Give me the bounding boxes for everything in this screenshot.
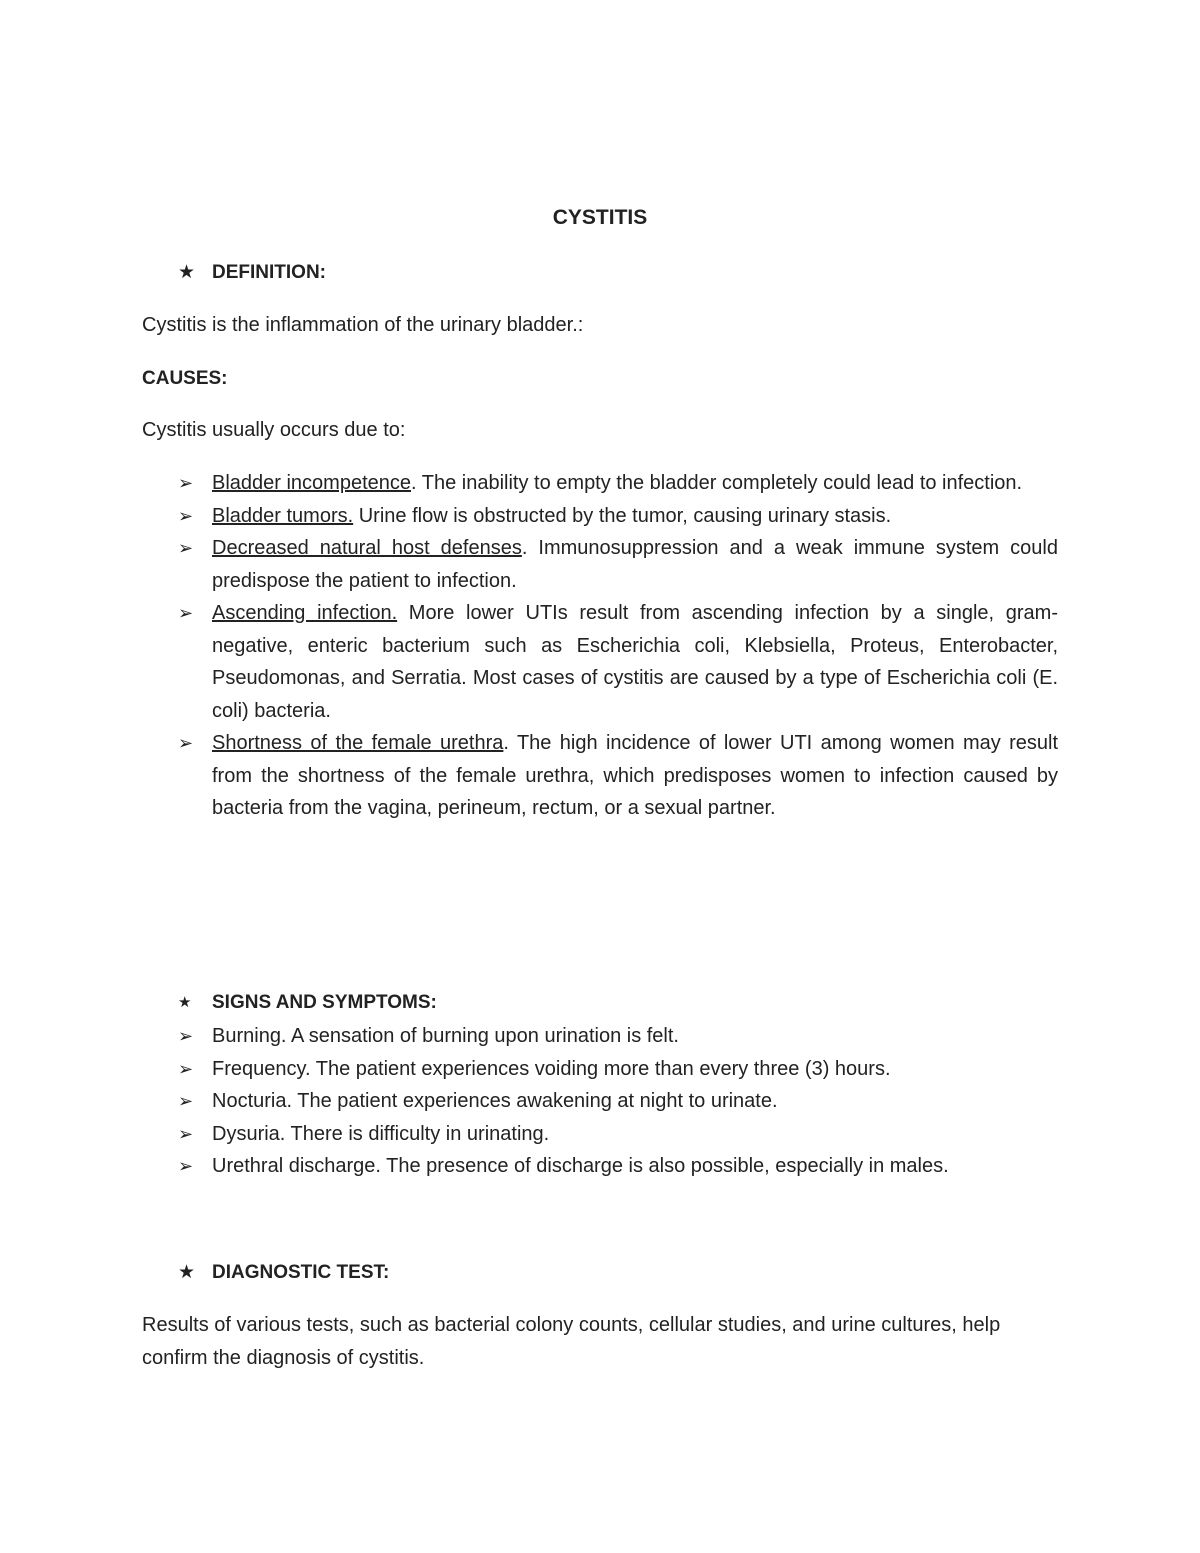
list-item [178,467,1058,500]
cause-text: . The inability to empty the bladder completely could lead to infection. [411,472,1023,494]
arrowhead-bullet-icon: ➢ [178,733,194,753]
arrowhead-bullet-icon: ➢ [178,1026,194,1046]
arrowhead-bullet-icon: ➢ [178,1058,194,1079]
cause-text: Urine flow is obstructed by the tumor, causing urinary stasis. [353,504,892,527]
star-icon: ★ [178,994,192,1011]
signs-heading-row [178,989,437,1017]
list-item [178,1085,1058,1118]
diagnostic-text: Results of various tests, such as bacterial colony counts, cellular studies, and urine cultures, help confirm the diagnosis of cystitis. [142,1314,1001,1369]
list-item [178,1053,1058,1086]
list-item [178,1150,1058,1183]
diagnostic-heading-row [178,1259,389,1287]
cause-term: Bladder incompetence [212,472,412,494]
signs-heading: SIGNS AND SYMPTOMS: [212,992,437,1013]
symptom-text: Frequency. The patient experiences voiding more than every three (3) hours. [212,1057,891,1080]
diagnostic-heading: DIAGNOSTIC TEST: [212,1262,390,1283]
arrowhead-bullet-icon: ➢ [178,473,194,493]
list-item [178,727,1058,825]
symptom-text: Nocturia. The patient experiences awakening at night to urinate. [212,1090,778,1112]
star-icon: ★ [178,262,196,283]
cause-term: Bladder tumors. [212,504,354,527]
causes-heading: CAUSES: [142,368,228,389]
arrowhead-bullet-icon: ➢ [178,1156,194,1176]
definition-heading-row [178,259,326,287]
arrowhead-bullet-icon: ➢ [178,1091,194,1111]
document-title: CYSTITIS [552,206,648,229]
symptom-text: Urethral discharge. The presence of discharge is also possible, especially in males. [212,1155,949,1177]
symptom-text: Burning. A sensation of burning upon urination is felt. [212,1025,679,1047]
list-item [178,500,1058,533]
cause-term: Ascending infection. [212,602,398,624]
cause-term: Shortness of the female urethra [212,732,504,754]
list-item [178,597,1058,727]
definition-heading: DEFINITION: [212,262,326,283]
list-item [178,1118,1058,1151]
cause-text: More lower UTIs result from ascending infection by a single, gram-negative, enteric bacterium such as Escherichia coli, Klebsiella, Proteus, Enterobacter, Pseudomonas, and Serratia. Most cases of cystitis are caused by a type of Escherichia coli (E. coli) bacteria. [212,602,1058,722]
signs-list [178,1020,1058,1183]
list-item [178,1020,1058,1053]
arrowhead-bullet-icon: ➢ [178,1123,194,1144]
cause-text: . The high incidence of lower UTI among women may result from the shortness of the female urethra, which predisposes women to infection caused by bacteria from the vagina, perineum, rectum, or a sexual partner. [212,732,1059,819]
cause-text: . Immunosuppression and a weak immune system could predispose the patient to infection. [212,537,1058,592]
list-item [178,532,1058,597]
definition-text: Cystitis is the inflammation of the urinary bladder.: [142,314,584,336]
arrowhead-bullet-icon: ➢ [178,538,194,558]
causes-intro: Cystitis usually occurs due to: [142,419,406,441]
symptom-text: Dysuria. There is difficulty in urinating. [212,1122,550,1145]
star-icon: ★ [178,1262,196,1283]
arrowhead-bullet-icon: ➢ [178,505,194,526]
arrowhead-bullet-icon: ➢ [178,603,194,623]
causes-list [178,467,1058,825]
cause-term: Decreased natural host defenses [212,537,522,559]
